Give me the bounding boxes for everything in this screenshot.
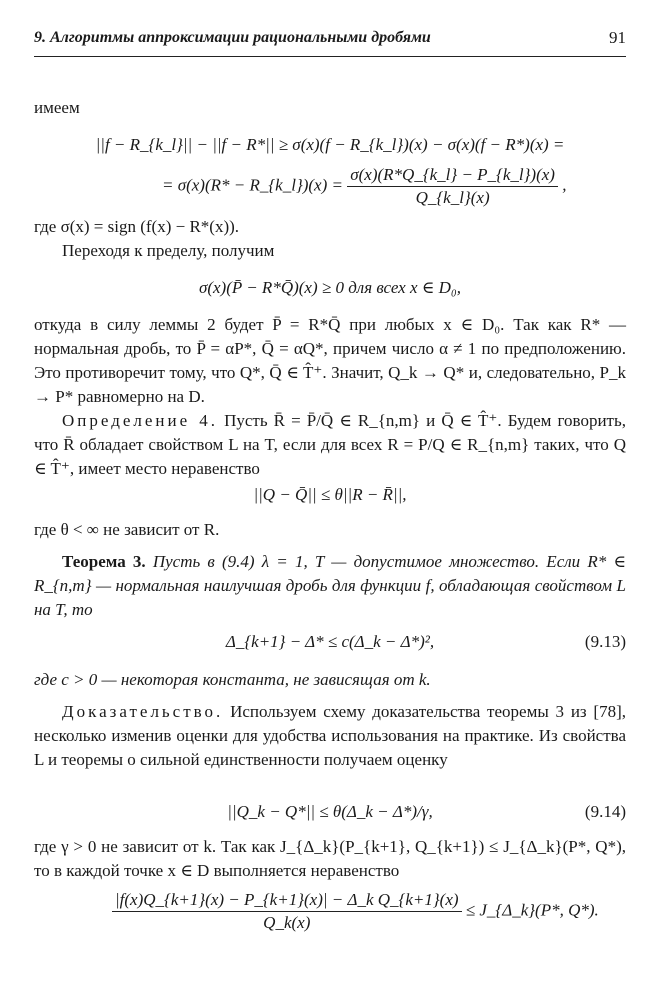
chapter-title: 9. Алгоритмы аппроксимации рациональными дробями [34,29,431,46]
equation-5-number: (9.14) [584,802,626,821]
equation-1-line-2 [162,164,626,209]
equation-1-fraction [347,164,558,209]
equation-6-denominator: Q_k(x) [263,913,311,932]
paragraph-hence: откуда в силу леммы 2 будет P̄ = R*Q̄ при любых x ∈ D₀. Так как R* — нормальная дробь, то P̄ = αP*, Q̄ = αQ*, причем число α ≠ 1 по предположению. Это противоречит тому, что Q*, Q̄ ∈ T̂⁺. Значит, Q_k → Q* и, следовательно, P_k → P* равномерно на D. [34,315,626,406]
book-page [34,0,626,1000]
equation-4: Δ_{k+1} − Δ* ≤ c(Δ_k − Δ*)², [225,632,435,651]
theorem-3 [34,550,626,622]
equation-5: ||Q_k − Q*|| ≤ θ(Δ_k − Δ*)/γ, [227,802,433,821]
equation-1-denominator: Q_{k_l}(x) [415,188,490,207]
proof-text: Используем схему доказательства теоремы 3 из [78], несколько изменив оценки для удобства использования на практике. Из свойства L и теоремы о сильной единственности получаем оценку [34,702,626,769]
equation-6-fraction [112,889,462,934]
equation-6-numerator: |f(x)Q_{k+1}(x) − P_{k+1}(x)| − Δ_k Q_{k+1}(x) [112,889,462,912]
definition-label: Определение 4. [62,411,218,430]
definition-4 [34,409,626,481]
theorem-label: Теорема 3. [62,552,146,571]
equation-1-numerator: σ(x)(R*Q_{k_l} − P_{k_l})(x) [347,164,558,187]
paragraph-theta: где θ < ∞ не зависит от R. [34,520,220,539]
equation-4-row [34,630,626,654]
paragraph-limit: Переходя к пределу, получим [62,241,275,260]
proof-label: Доказательство. [62,702,224,721]
paragraph-sigma: где σ(x) = sign (f(x) − R*(x)). [34,217,240,236]
paragraph-constant: где c > 0 — некоторая константа, не зависящая от k. [34,670,431,689]
equation-3: ||Q − Q̄|| ≤ θ||R − R̄||, [253,485,407,504]
paragraph-gamma: где γ > 0 не зависит от k. Так как J_{Δ_k}(P_{k+1}, Q_{k+1}) ≤ J_{Δ_k}(P*, Q*), то в каждой точке x ∈ D выполняется неравенство [34,837,626,880]
equation-5-row [34,800,626,824]
equation-6 [112,889,626,934]
equation-2: σ(x)(P̄ − R*Q̄)(x) ≥ 0 для всех x ∈ D₀, [198,278,462,297]
equation-1-tail: , [562,175,567,195]
equation-6-tail: ≤ J_{Δ_k}(P*, Q*). [465,900,599,920]
equation-1-left: = σ(x)(R* − R_{k_l})(x) = [162,175,343,195]
theorem-text: Пусть в (9.4) λ = 1, T — допустимое множество. Если R* ∈ R_{n,m} — нормальная наилучшая дробь для функции f, обладающая свойством L на T, то [34,552,627,619]
paragraph-intro: имеем [34,98,80,117]
running-header [34,26,626,57]
proof [34,700,626,772]
equation-4-number: (9.13) [584,632,626,651]
page-number: 91 [609,28,626,47]
definition-text: Пусть R̄ = P̄/Q̄ ∈ R_{n,m} и Q̄ ∈ T̂⁺. Будем говорить, что R̄ обладает свойством L на T, если для всех R = P/Q ∈ R_{n,m} таких, что Q ∈ T̂⁺, имеет место неравенство [34,411,626,478]
equation-1-line-1: ||f − R_{k_l}|| − ||f − R*|| ≥ σ(x)(f − R_{k_l})(x) − σ(x)(f − R*)(x) = [95,135,565,154]
